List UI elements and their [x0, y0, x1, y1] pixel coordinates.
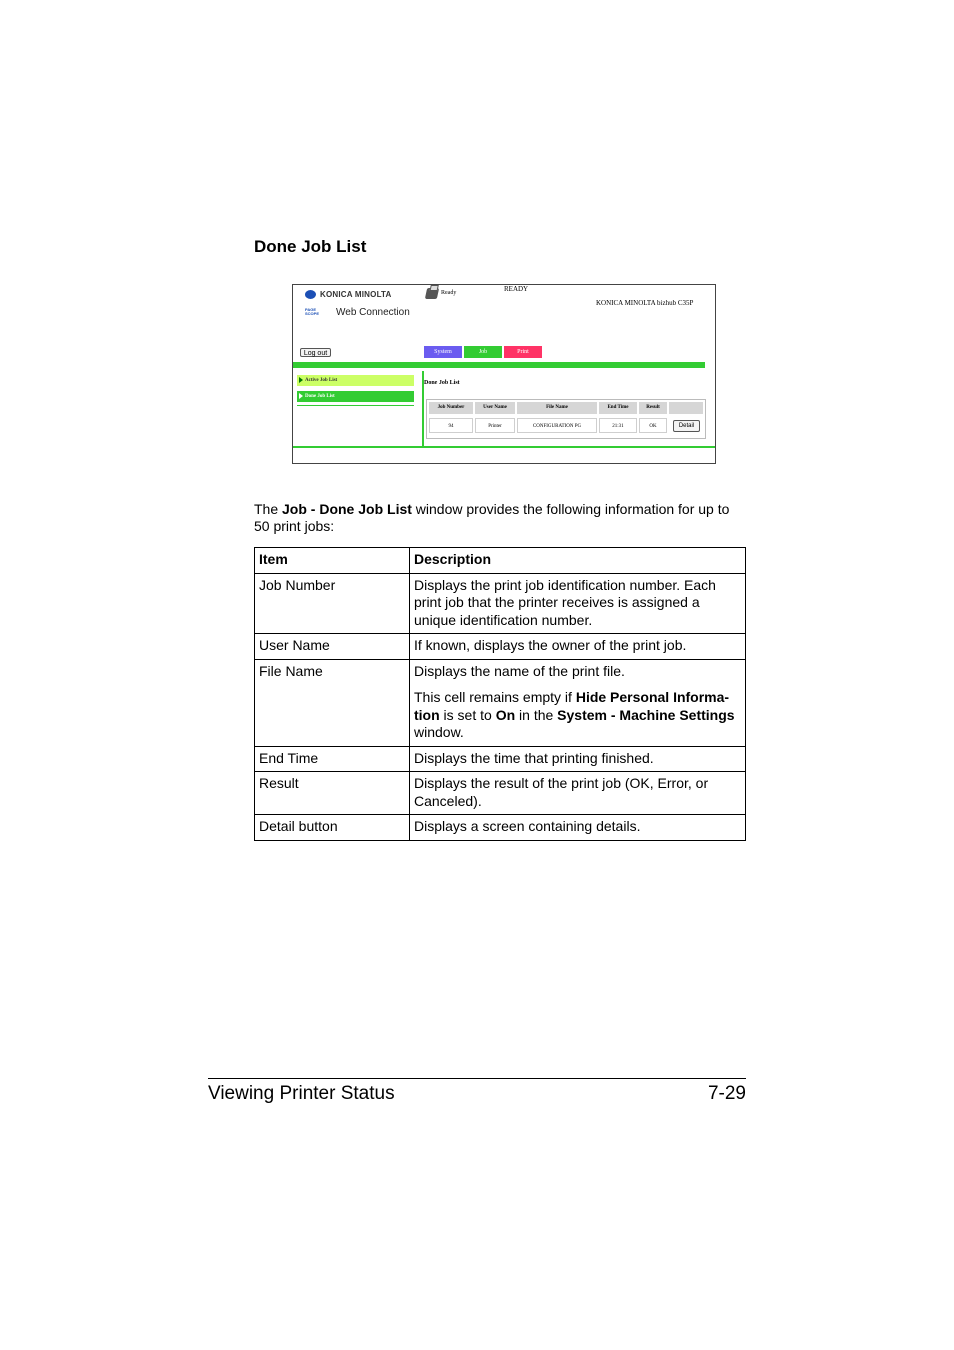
col-header-detail	[669, 402, 703, 414]
cell-user-name: Printer	[475, 418, 515, 433]
sidebar-divider	[297, 405, 414, 406]
table-row	[255, 772, 746, 815]
footer-rule	[208, 1078, 746, 1079]
printer-status-icon	[425, 288, 439, 299]
tab-system[interactable]: System	[424, 346, 462, 358]
table-row	[255, 659, 746, 746]
description-cell: Displays the name of the print file. This cell remains empty if Hide Personal Informa-tion is set to On in the System - Machine Settings window.	[410, 659, 746, 746]
item-cell: File Name	[255, 659, 410, 746]
col-header-file-name: File Name	[517, 402, 597, 414]
triangle-right-icon	[299, 377, 303, 383]
cell-file-name: CONFIGURATION PG	[517, 418, 597, 433]
tab-divider-bar	[293, 362, 705, 368]
status-ready: READY	[504, 285, 529, 293]
header-description: Description	[410, 548, 746, 574]
sidebar-item-done-job-list[interactable]: Done Job List	[297, 391, 414, 402]
file-name-note: This cell remains empty if Hide Personal Informa-tion is set to On in the System - Machine Settings window.	[414, 689, 735, 740]
item-cell: Detail button	[255, 815, 410, 841]
done-job-table	[426, 399, 706, 439]
item-cell: Result	[255, 772, 410, 815]
item-cell: User Name	[255, 634, 410, 660]
intro-paragraph: The Job - Done Job List window provides the following information for up to 50 print jobs:	[254, 501, 730, 534]
panel-title: Done Job List	[424, 380, 460, 386]
section-title: Done Job List	[254, 237, 367, 256]
table-header-row	[255, 548, 746, 574]
cell-job-number: 94	[429, 418, 473, 433]
col-header-end-time: End Time	[599, 402, 637, 414]
tab-print[interactable]: Print	[504, 346, 542, 358]
cell-end-time: 21:31	[599, 418, 637, 433]
footer-chapter-title: Viewing Printer Status	[208, 1083, 395, 1104]
header-item: Item	[255, 548, 410, 574]
status-small: Ready	[441, 290, 457, 296]
sidebar-item-active-job-list[interactable]: Active Job List	[297, 375, 414, 386]
web-connection-title: Web Connection	[336, 307, 410, 318]
description-cell: Displays the print job identification number. Each print job that the printer receives is assigned a unique identification number.	[410, 573, 746, 634]
web-connection-screenshot	[292, 284, 716, 464]
model-name: KONICA MINOLTA bizhub C35P	[596, 299, 694, 307]
table-row	[255, 746, 746, 772]
description-cell: Displays the time that printing finished.	[410, 746, 746, 772]
col-header-job-number: Job Number	[429, 402, 473, 414]
table-row	[255, 634, 746, 660]
brand-name: KONICA MINOLTA	[320, 290, 392, 299]
detail-button[interactable]: Detail	[673, 420, 700, 432]
description-cell: Displays the result of the print job (OK, Error, or Canceled).	[410, 772, 746, 815]
description-table	[254, 547, 746, 841]
table-row	[255, 815, 746, 841]
triangle-right-icon	[299, 393, 303, 399]
col-header-result: Result	[639, 402, 667, 414]
page-number: 7-29	[707, 1083, 746, 1104]
tab-job[interactable]: Job	[464, 346, 502, 358]
item-cell: End Time	[255, 746, 410, 772]
description-cell: If known, displays the owner of the print job.	[410, 634, 746, 660]
table-row	[255, 573, 746, 634]
col-header-user-name: User Name	[475, 402, 515, 414]
konica-minolta-logo-icon	[305, 290, 316, 299]
description-cell: Displays a screen containing details.	[410, 815, 746, 841]
logout-button[interactable]: Log out	[300, 348, 331, 357]
pagescope-logo: PAGE SCOPE	[305, 307, 320, 316]
item-cell: Job Number	[255, 573, 410, 634]
cell-result: OK	[639, 418, 667, 433]
footer-divider	[293, 446, 715, 448]
